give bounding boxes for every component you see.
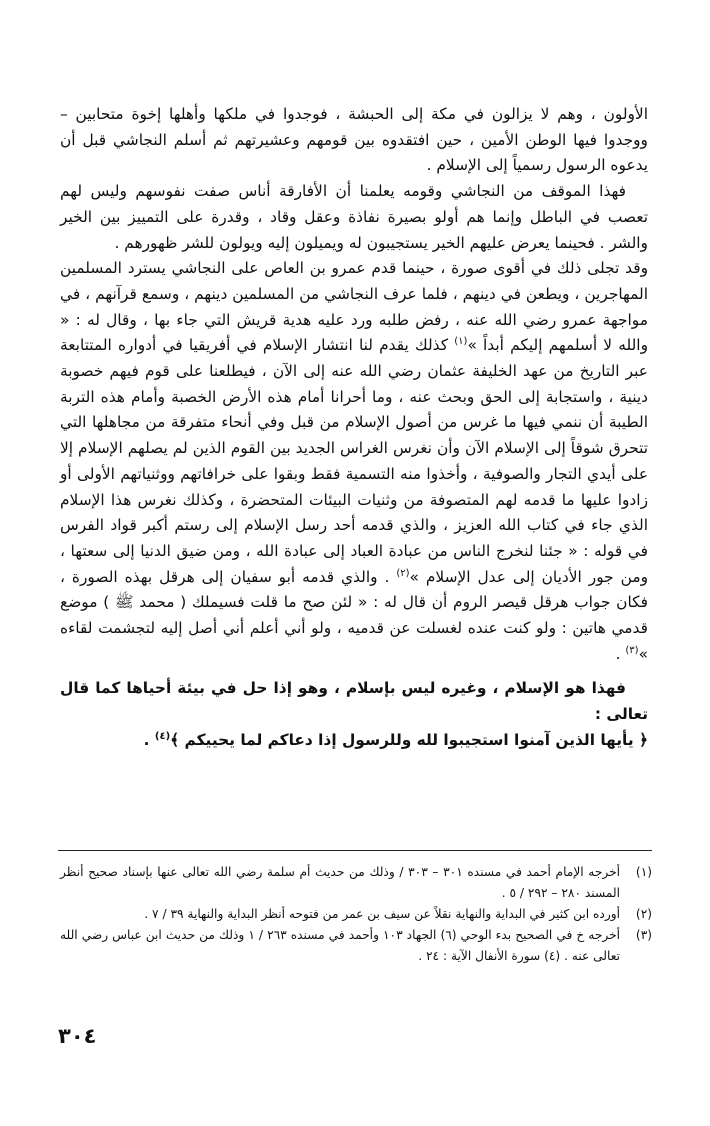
footnote-3 (60, 925, 652, 967)
footnote-ref-1: (١) (454, 336, 468, 348)
footnote-text: أورده ابن كثير في البداية والنهاية نقلاً عن سيف بن عمر من فتوحه أنظر البداية والنهاية ٣٩ / ٧ . (144, 907, 620, 921)
paragraph-3-text-c: . والذي قدمه أبو سفيان إلى هرقل بهذه الصورة ، فكان جواب هرقل قيصر الروم أن قال له : « لئن صح ما قلت فسيملك ( محمد ﷺ ) موضع قدمي هاتين : ولو كنت عنده لغسلت عن قدميه ، ولو أني أعلم أني أصل إليه لتجشمت لقاءه » (60, 567, 648, 663)
footnote-number: (٢) (635, 907, 652, 921)
footnote-ref-3: (٣) (625, 644, 639, 656)
paragraph-3-text-a: وقد تجلى ذلك في أقوى صورة ، حينما قدم عمرو بن العاص على النجاشي يسترد المسلمين المهاجرين ، ويطعن في دينهم ، فلما عرف النجاشي من المسلمين دينهم ، وسمع قرآنهم ، في مواجهة عمرو رضي الله عنه ، رفض طلبه ورد عليه هدية قريش التي جاء بها ، وقال له : « والله لا أسلمهم إليكم أبداً » (60, 259, 649, 355)
quran-verse-end: . (143, 730, 155, 749)
footnote-ref-4: (٤) (154, 730, 171, 742)
footnote-2 (60, 904, 652, 925)
footnote-divider (58, 850, 652, 851)
quran-verse-text: ﴿ يأيها الذين آمنوا استجيبوا لله وللرسول إذا دعاكم لما يحييكم ﴾ (170, 730, 648, 749)
paragraph-3-text-b: كذلك يقدم لنا انتشار الإسلام في أفريقيا في أدواره المتتابعة عبر التاريخ من عهد الخليفة عثمان رضي الله عنه إلى الآن ، فيطلعنا على قوم فيهم خصوبة دينية ، واستجابة إلى الحق وبحث عنه ، وما أحرانا أمام هذه الأرض الخصبة وأمام هذه التربة الطيبة أن ننمي فيها ما غرس من أصول الإسلام من قبل وفي أنحاء متفرقة من مجاهلها التي تتحرق شوقاً إلى الإسلام الآن وأن نغرس الغراس الجديد بين القوم الذين لم يصلهم الإسلام إلا على أيدي التجار والصوفية ، وأخذوا منه التسمية فقط وبقوا على خرافاتهم ووثنياتهم الأولى أو زادوا عليها ما قدمه لهم المتصوفة من وثنيات البيئات المتحضرة ، وكذلك نغرس هذا الإسلام الذي جاء في كتاب الله العزيز ، والذي قدمه أحد رسل الإسلام إلى رستم أكبر قواد الفرس في قوله : « جئنا لنخرج الناس من عبادة العباد إلى عبادة الله ، ومن ضيق الدنيا إلى سعتها ، ومن جور الأديان إلى عدل الإسلام » (60, 336, 648, 586)
footnotes (60, 862, 652, 967)
page-number: ٣٠٤ (58, 1024, 97, 1048)
main-text (60, 102, 648, 754)
paragraph-3-end: . (615, 644, 626, 663)
paragraph-2: فهذا الموقف من النجاشي وقومه يعلمنا أن الأفارقة أناس صفت نفوسهم وليس لهم تعصب في الباطل وإنما هم أولو بصيرة نفاذة وعقل وقاد ، وقدرة على التمييز بين الخير والشر . فحينما يعرض عليهم الخير يستجيبون له ويميلون إليه ويولون للشر ظهورهم . (60, 182, 648, 252)
footnote-text: أخرجه الإمام أحمد في مسنده ٣٠١ – ٣٠٣ / وذلك من حديث أم سلمة رضي الله تعالى عنها بإسناد صحيح أنظر المسند ٢٨٠ – ٢٩٢ / ٥ . (60, 865, 621, 900)
footnote-text: أخرجه خ في الصحيح بدء الوحي (٦) الجهاد ١٠٣ وأحمد في مسنده ٢٦٣ / ١ وذلك من حديث ابن عباس رضي الله تعالى عنه . (٤) سورة الأنفال الآية : ٢٤ . (60, 928, 621, 963)
footnote-1 (60, 862, 652, 904)
paragraph-4: فهذا هو الإسلام ، وغيره ليس بإسلام ، وهو إذا حل في بيئة أحياها كما قال تعالى : (60, 679, 648, 724)
footnote-number: (٣) (635, 928, 652, 942)
paragraph-1: الأولون ، وهم لا يزالون في مكة إلى الحبشة ، فوجدوا في ملكها وأهلها إخوة متحابين – ووجدوا فيها الوطن الأمين ، حين افتقدوه بين قومهم وعشيرتهم ثم أسلم النجاشي قبل أن يدعوه الرسول رسمياً إلى الإسلام . (60, 105, 648, 175)
footnote-ref-2: (٢) (396, 567, 410, 579)
footnote-number: (١) (635, 865, 652, 879)
paragraph-3 (60, 256, 648, 667)
quran-verse (60, 728, 648, 754)
